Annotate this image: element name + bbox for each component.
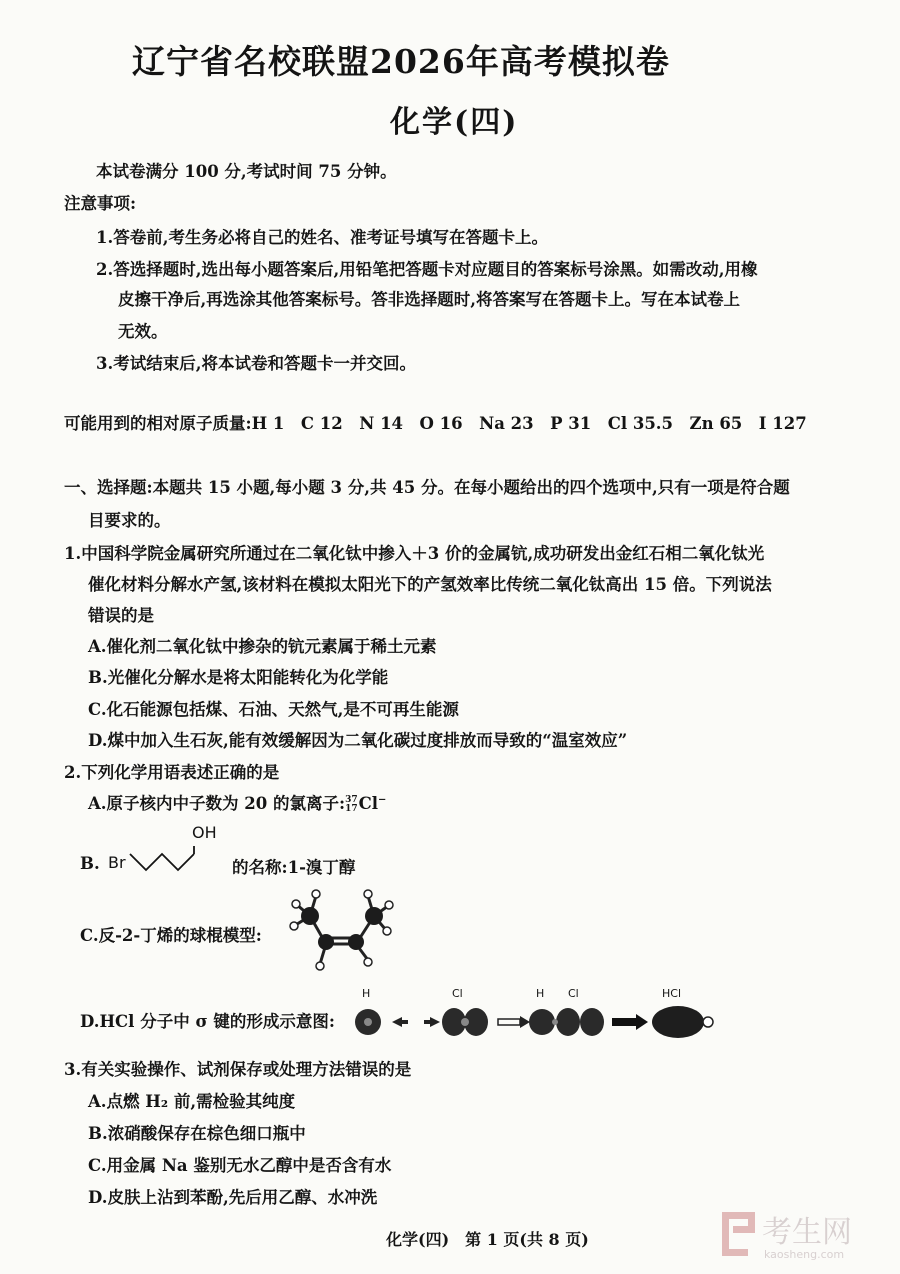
page-footer: 化学(四) 第 1 页(共 8 页) [386, 1230, 589, 1249]
kaosheng-watermark-logo [718, 1206, 888, 1266]
note-line: 无效。 [118, 322, 168, 341]
page-subtitle: 化学(四) [390, 105, 519, 140]
watermark-domain: kaosheng.com [764, 1248, 845, 1261]
q3-option: A.点燃 H₂ 前,需检验其纯度 [88, 1092, 296, 1111]
note-line: 1.答卷前,考生务必将自己的姓名、准考证号填写在答题卡上。 [96, 228, 548, 247]
q3-option: D.皮肤上沾到苯酚,先后用乙醇、水冲洗 [88, 1188, 378, 1207]
q2-option-b-text: 的名称:1-溴丁醇 [232, 858, 356, 877]
q1-option: A.催化剂二氧化钛中掺杂的钪元素属于稀土元素 [88, 637, 437, 656]
q2-option-a [88, 790, 386, 814]
section-heading: 一、选择题:本题共 15 小题,每小题 3 分,共 45 分。在每小题给出的四个选项中,只有一项是符合题 [64, 478, 790, 497]
q1-stem: 错误的是 [88, 606, 154, 625]
hcl-label: HCl [662, 987, 682, 1000]
q1-stem: 1.中国科学院金属研究所通过在二氧化钛中掺入＋3 价的金属钪,成功研发出金红石相二氧化钛光 [64, 544, 765, 563]
intro-text: 本试卷满分 100 分,考试时间 75 分钟。 [96, 162, 397, 181]
atomic-number: 17 [345, 803, 358, 814]
bromine-label: Br [108, 853, 126, 872]
mass-number: 37 [345, 794, 358, 805]
q2-option-d: D.HCl 分子中 σ 键的形成示意图: [80, 1012, 335, 1031]
q3-option: C.用金属 Na 鉴别无水乙醇中是否含有水 [88, 1156, 392, 1175]
section-heading-cont: 目要求的。 [88, 511, 171, 530]
carbon-chain [130, 854, 194, 870]
q1-option: D.煤中加入生石灰,能有效缓解因为二氧化碳过度排放而导致的“温室效应” [88, 731, 628, 750]
q2-option-c: C.反-2-丁烯的球棍模型: [80, 926, 262, 945]
ion-charge: − [378, 794, 387, 806]
hcl-sigma-bond-diagram [340, 986, 720, 1046]
q2-option-a-text: A.原子核内中子数为 20 的氯离子: [88, 794, 346, 813]
note-line: 皮擦干净后,再选涂其他答案标号。答非选择题时,将答案写在答题卡上。写在本试卷上 [118, 290, 740, 309]
q2-stem: 2.下列化学用语表述正确的是 [64, 763, 280, 782]
q2-option-b-label: B. [80, 854, 100, 873]
notes-heading: 注意事项: [64, 194, 137, 213]
bromobutanol-skeletal-formula [100, 818, 230, 880]
q1-option: B.光催化分解水是将太阳能转化为化学能 [88, 668, 389, 687]
page-title: 辽宁省名校联盟2026年高考模拟卷 [132, 42, 670, 81]
nuclide-notation [345, 796, 358, 814]
q1-stem: 催化材料分解水产氢,该材料在模拟太阳光下的产氢效率比传统二氧化钛高出 15 倍。下列说法 [88, 575, 772, 594]
watermark-brand: 考生网 [762, 1215, 852, 1250]
atomic-masses: 可能用到的相对原子质量:H 1 C 12 N 14 O 16 Na 23 P 31 Cl 35.5 Zn 65 I 127 [64, 414, 807, 433]
q3-stem: 3.有关实验操作、试剂保存或处理方法错误的是 [64, 1060, 412, 1079]
h-atom-label: H [362, 987, 371, 1000]
q1-option: C.化石能源包括煤、石油、天然气,是不可再生能源 [88, 700, 459, 719]
chlorine-symbol: Cl [358, 794, 379, 813]
q3-option: B.浓硝酸保存在棕色细口瓶中 [88, 1124, 306, 1143]
note-line: 2.答选择题时,选出每小题答案后,用铅笔把答题卡对应题目的答案标号涂黑。如需改动,用橡 [96, 260, 758, 279]
trans-2-butene-ball-stick-model [276, 886, 396, 972]
note-line: 3.考试结束后,将本试卷和答题卡一并交回。 [96, 354, 416, 373]
hydroxyl-label: OH [192, 823, 217, 842]
cl-atom-label: Cl [452, 987, 463, 1000]
h-atom-label-2: H [536, 987, 545, 1000]
cl-atom-label-2: Cl [568, 987, 579, 1000]
